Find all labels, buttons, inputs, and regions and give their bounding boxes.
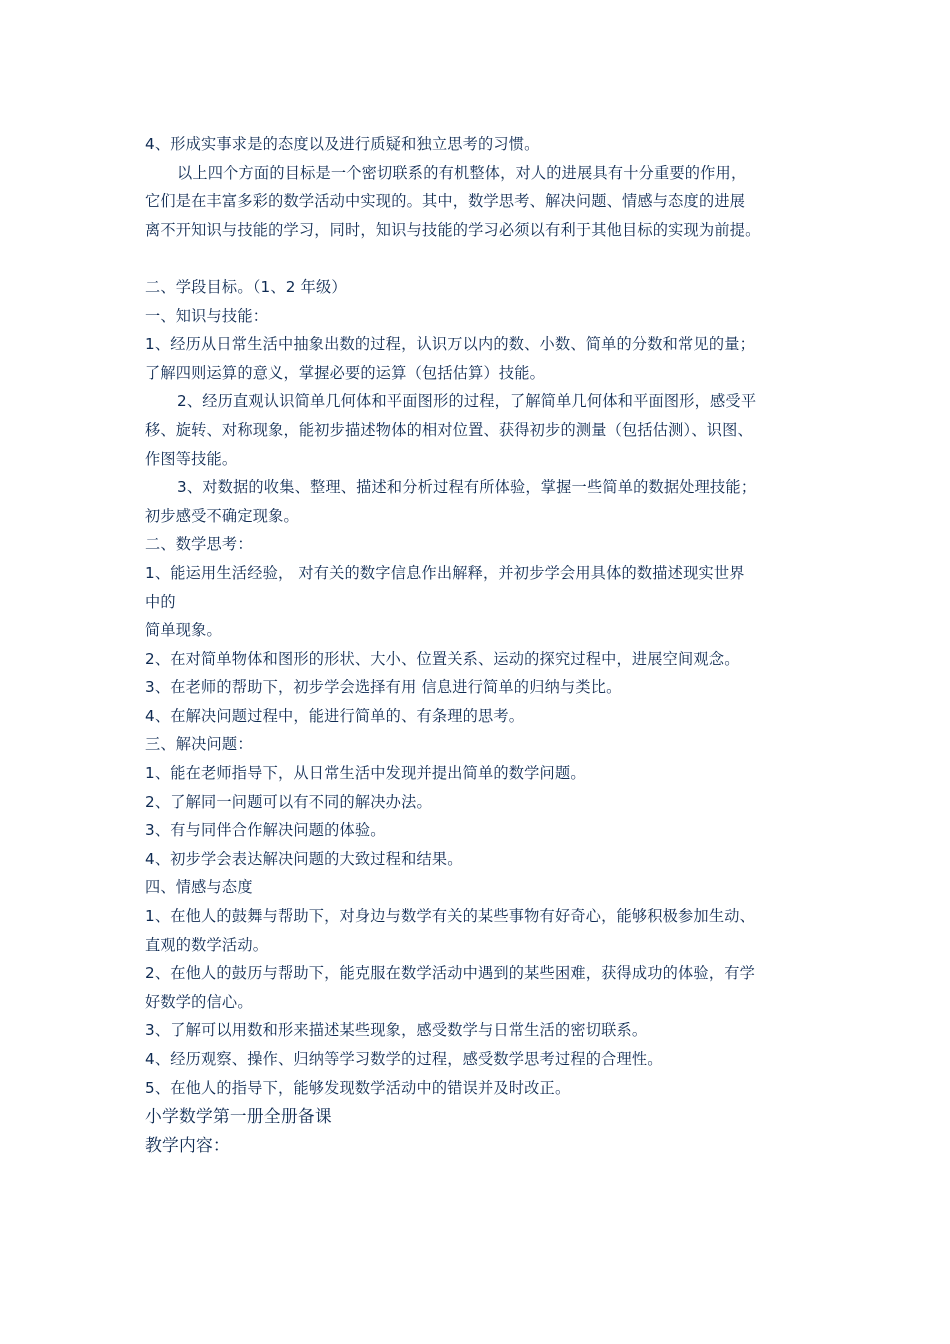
list-item-continuation: 好数学的信心。 [145, 992, 253, 1011]
summary-paragraph-line: 它们是在丰富多彩的数学活动中实现的。其中，数学思考、解决问题、情感与态度的进展 [145, 192, 746, 211]
list-item-continuation: 移、旋转、对称现象，能初步描述物体的相对位置、获得初步的测量（包括估测）、识图、 [145, 420, 753, 439]
list-item: 2、在他人的鼓历与帮助下，能克服在数学活动中遇到的某些困难，获得成功的体验，有学 [145, 964, 755, 983]
list-item-continuation: 了解四则运算的意义，掌握必要的运算（包括估算）技能。 [145, 363, 546, 382]
list-item-continuation: 简单现象。 [145, 621, 222, 640]
list-item: 2、在对简单物体和图形的形状、大小、位置关系、运动的探究过程中，进展空间观念。 [145, 649, 740, 668]
goal-item-4: 4、形成实事求是的态度以及进行质疑和独立思考的习惯。 [145, 135, 540, 153]
list-item: 1、经历从日常生活中抽象出数的过程，认识万以内的数、小数、简单的分数和常见的量； [145, 335, 755, 354]
subsection-heading-problem-solving: 三、解决问题： [145, 735, 253, 754]
subsection-heading-emotion-attitude: 四、情感与态度 [145, 878, 253, 897]
list-item: 5、在他人的指导下，能够发现数学活动中的错误并及时改正。 [145, 1078, 571, 1097]
list-item: 4、初步学会表达解决问题的大致过程和结果。 [145, 849, 463, 868]
list-item-continuation: 初步感受不确定现象。 [145, 506, 299, 525]
list-item: 1、在他人的鼓舞与帮助下，对身边与数学有关的某些事物有好奇心，能够积极参加生动、 [145, 907, 755, 926]
list-item-continuation: 直观的数学活动。 [145, 935, 269, 954]
list-item: 1、能在老师指导下，从日常生活中发现并提出简单的数学问题。 [145, 764, 586, 783]
book-title: 小学数学第一册全册备课 [145, 1106, 332, 1127]
summary-paragraph-line: 离不开知识与技能的学习，同时，知识与技能的学习必须以有利于其他目标的实现为前提。 [145, 220, 761, 239]
summary-paragraph-line: 以上四个方面的目标是一个密切联系的有机整体，对人的进展具有十分重要的作用， [177, 163, 747, 182]
list-item: 2、了解同一问题可以有不同的解决办法。 [145, 792, 432, 811]
list-item: 4、经历观察、操作、归纳等学习数学的过程，感受数学思考过程的合理性。 [145, 1050, 663, 1068]
list-item-continuation: 作图等技能。 [145, 449, 238, 468]
document-body [145, 130, 815, 1159]
teaching-content-label: 教学内容： [145, 1134, 230, 1155]
list-item: 4、在解决问题过程中，能进行简单的、有条理的思考。 [145, 706, 525, 725]
subsection-heading-math-thinking: 二、数学思考： [145, 535, 253, 554]
list-item: 3、有与同伴合作解决问题的体验。 [145, 821, 386, 840]
section-heading-stage-goals: 二、学段目标。（1、2 年级） [145, 277, 347, 296]
list-item: 3、在老师的帮助下，初步学会选择有用 信息进行简单的归纳与类比。 [145, 678, 622, 697]
list-item: 1、能运用生活经验， 对有关的数字信息作出解释，并初步学会用具体的数描述现实世界 [145, 563, 745, 582]
list-item: 3、对数据的收集、整理、描述和分析过程有所体验，掌握一些简单的数据处理技能； [177, 478, 757, 497]
paragraph-spacer [145, 244, 815, 273]
list-item: 2、经历直观认识简单几何体和平面图形的过程，了解简单几何体和平面图形，感受平 [177, 392, 757, 411]
list-item: 3、了解可以用数和形来描述某些现象，感受数学与日常生活的密切联系。 [145, 1021, 648, 1040]
list-item-continuation: 中的 [145, 592, 176, 611]
subsection-heading-knowledge-skills: 一、知识与技能： [145, 306, 269, 325]
